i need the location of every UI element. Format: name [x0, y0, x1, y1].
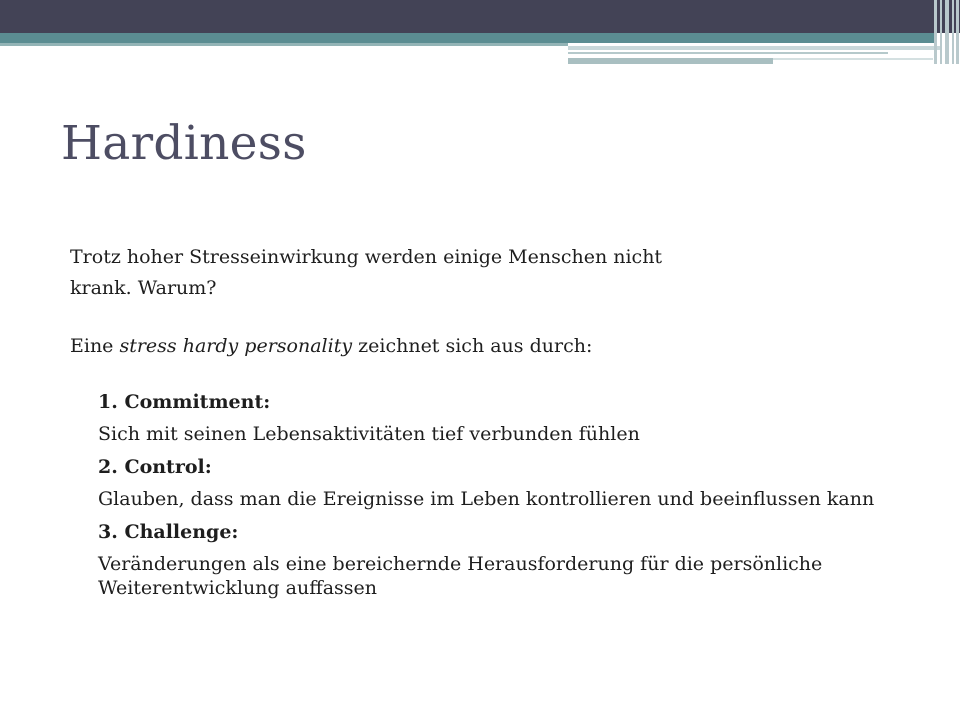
header-bar-teal — [0, 33, 935, 43]
item-heading: 2. Control: — [98, 456, 212, 478]
lead-text — [70, 331, 910, 362]
header-line — [568, 46, 940, 50]
lead-text-italic: stress hardy personality — [119, 335, 353, 357]
slide-body — [70, 242, 910, 606]
header-line — [773, 58, 933, 60]
item-heading: 3. Challenge: — [98, 521, 239, 543]
header-line — [568, 52, 888, 54]
header-bar-dark — [0, 0, 960, 33]
header-line — [0, 43, 568, 46]
item-text: Glauben, dass man die Ereignisse im Leben kontrollieren und beeinflussen kann — [98, 488, 875, 510]
slide-title: Hardiness — [61, 116, 307, 171]
header-stripes — [932, 0, 960, 64]
lead-text-end: zeichnet sich aus durch: — [352, 335, 593, 357]
item-text: Sich mit seinen Lebensaktivitäten tief verbunden fühlen — [98, 423, 640, 445]
item-text: Veränderungen als eine bereichernde Herausforderung für die persönliche Weiterentwicklung auffassen — [98, 553, 823, 599]
item-heading: 1. Commitment: — [98, 391, 271, 413]
lead-text-start: Eine — [70, 335, 120, 357]
header-line — [568, 58, 773, 64]
intro-line: krank. Warum? — [70, 277, 217, 299]
intro-line: Trotz hoher Stresseinwirkung werden einige Menschen nicht — [70, 246, 663, 268]
